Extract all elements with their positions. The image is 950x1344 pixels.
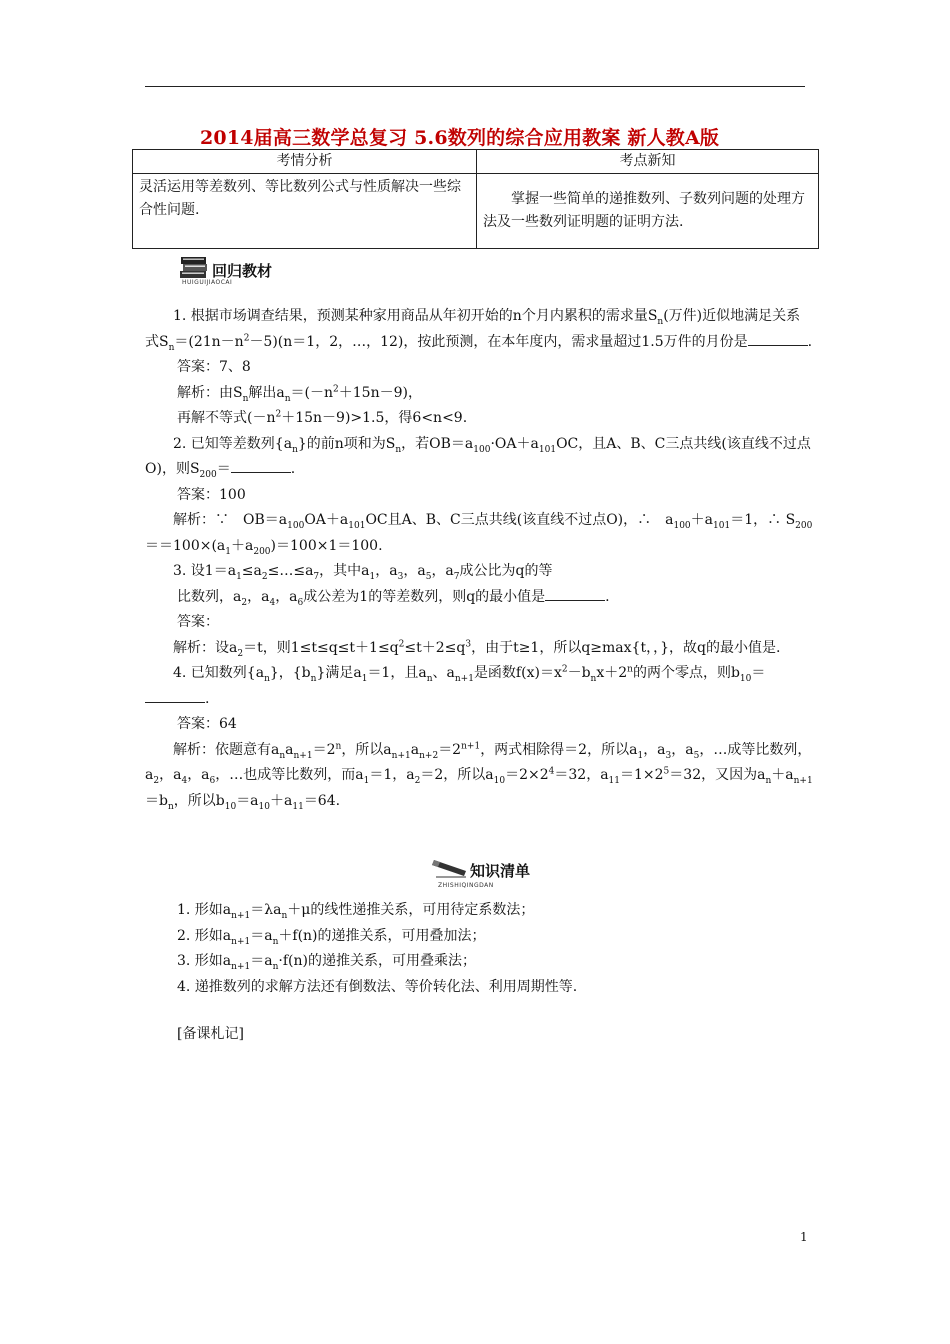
section-badge-knowledge-list bbox=[432, 856, 531, 889]
problems-section bbox=[145, 304, 813, 814]
table-cell-new-knowledge: 掌握一些简单的递推数列、子数列问题的处理方法及一些数列证明题的证明方法. bbox=[477, 174, 819, 249]
problem-3-solution: 解析：设$a_2=t$，则$1\le t\le q\le t+1\le q^2\le t+2\le q^3$，由于t≥1，所以q≥max{t，，}，故q的最小值是. bbox=[173, 638, 781, 659]
page-number: 1 bbox=[800, 1230, 808, 1244]
pen-icon bbox=[432, 856, 468, 880]
problem-4-question: 4. 已知数列$\{a_n\}$，$\{b_n\}$满足$a_1=1$，且$a_n$、$a_{n+1}$是函数$f(x)=x^2-b_nx+2^n$的两个零点，则$b_{10}=$. bbox=[145, 661, 813, 712]
table-header-new-knowledge: 考点新知 bbox=[477, 150, 819, 174]
problem-3-answer: 答案： bbox=[177, 614, 219, 630]
knowledge-item-3: 3. 形如$a_{n+1}=a_n\cdot f(n)$的递推关系，可用叠乘法； bbox=[177, 953, 476, 972]
table-cell-analysis: 灵活运用等差数列、等比数列公式与性质解决一些综合性问题. bbox=[133, 174, 477, 249]
answer-blank bbox=[231, 459, 291, 473]
answer-blank bbox=[145, 689, 205, 703]
problem-4-solution: 解析：依题意有$a_na_{n+1}=2^n$，所以$a_{n+1}a_{n+2}=2^{n+1}$，两式相除得＝2，所以$a_1$，$a_3$，$a_5$，…成等比数列，$a_2$，$a_4$，$a_6$，…也成等比数列，而$a_1=1$，$a_2=2$，所以$a_{10}=2\times 2^4=32$，$a_{11}=1\times 2^5=32$，又因为$a_n+a_{n+1}=b_n$，所以$b_{10}=a_{10}+a_{11}=64$. bbox=[145, 740, 813, 812]
badge-pinyin: ZHISHIQINGDAN bbox=[438, 882, 494, 889]
knowledge-item-4: 4. 递推数列的求解方法还有倒数法、等价转化法、利用周期性等. bbox=[177, 978, 578, 995]
problem-2-question: 2. 已知等差数列$\{a_n\}$的前n项和为$S_n$，若$OB=a_{100}\cdot OA+a_{101}OC$，且A、B、C三点共线(该直线不过点O)，则$S_{200}=$ . bbox=[145, 435, 811, 480]
page-title: 2014届高三数学总复习 5.6数列的综合应用教案 新人教A版 bbox=[200, 127, 720, 149]
problem-4-answer: 答案：64 bbox=[177, 716, 237, 732]
table-header-analysis: 考情分析 bbox=[133, 150, 477, 174]
problem-2-solution: 解析：∵ $OB=a_{100}OA+a_{101}OC$且A、B、C三点共线(该直线不过点O)，∴ $a_{100}+a_{101}=1$，∴ $S_{200}==100\times(a_1+a_{200})=100\times 1=100$. bbox=[145, 512, 813, 557]
problem-3-question-line-1: 3. 设$1=a_1\le a_2\le\dots\le a_7$，其中$a_1$，$a_3$，$a_5$，$a_7$成公比为q的等 bbox=[173, 563, 553, 582]
knowledge-item-2: 2. 形如$a_{n+1}=a_n+f(n)$的递推关系，可用叠加法； bbox=[177, 927, 486, 947]
badge-pinyin: HUIGUIJIAOCAI bbox=[182, 279, 233, 286]
badge-label: 知识清单 bbox=[470, 862, 531, 880]
knowledge-item-1: 1. 形如$a_{n+1}=\lambda a_n+\mu$的线性递推关系，可用待定系数法； bbox=[177, 902, 535, 921]
problem-1-solution-line-2: 再解不等式$(-n^2+15n-9)>1.5$，得6<n<9. bbox=[177, 409, 468, 426]
problem-1-solution-line-1: 解析：由$S_n$解出$a_n=(-n^2+15n-9)$， bbox=[177, 383, 422, 404]
header-rule bbox=[145, 86, 805, 87]
problem-2-answer: 答案：100 bbox=[177, 486, 246, 503]
badge-label: 回归教材 bbox=[212, 262, 273, 280]
problem-1-answer: 答案：7、8 bbox=[177, 359, 251, 375]
intro-table bbox=[132, 149, 819, 249]
books-icon bbox=[178, 254, 210, 280]
knowledge-section bbox=[145, 898, 813, 1048]
section-badge-return-textbook bbox=[178, 254, 273, 286]
problem-1-question: 1. 根据市场调查结果，预测某种家用商品从年初开始的n个月内累积的需求量$S_n$(万件)近似地满足关系式$S_n=(21n-n^2-5)(n=1$，2，…，12)，按此预测，在本年度内，需求量超过1.5万件的月份是 . bbox=[145, 308, 813, 353]
answer-blank bbox=[545, 587, 605, 601]
answer-blank bbox=[748, 332, 808, 346]
problem-3-question-line-2: 比数列，$a_2$，$a_4$，$a_6$成公差为1的等差数列，则q的最小值是 . bbox=[177, 588, 610, 608]
lesson-notes-label: [备课札记] bbox=[177, 1026, 244, 1042]
